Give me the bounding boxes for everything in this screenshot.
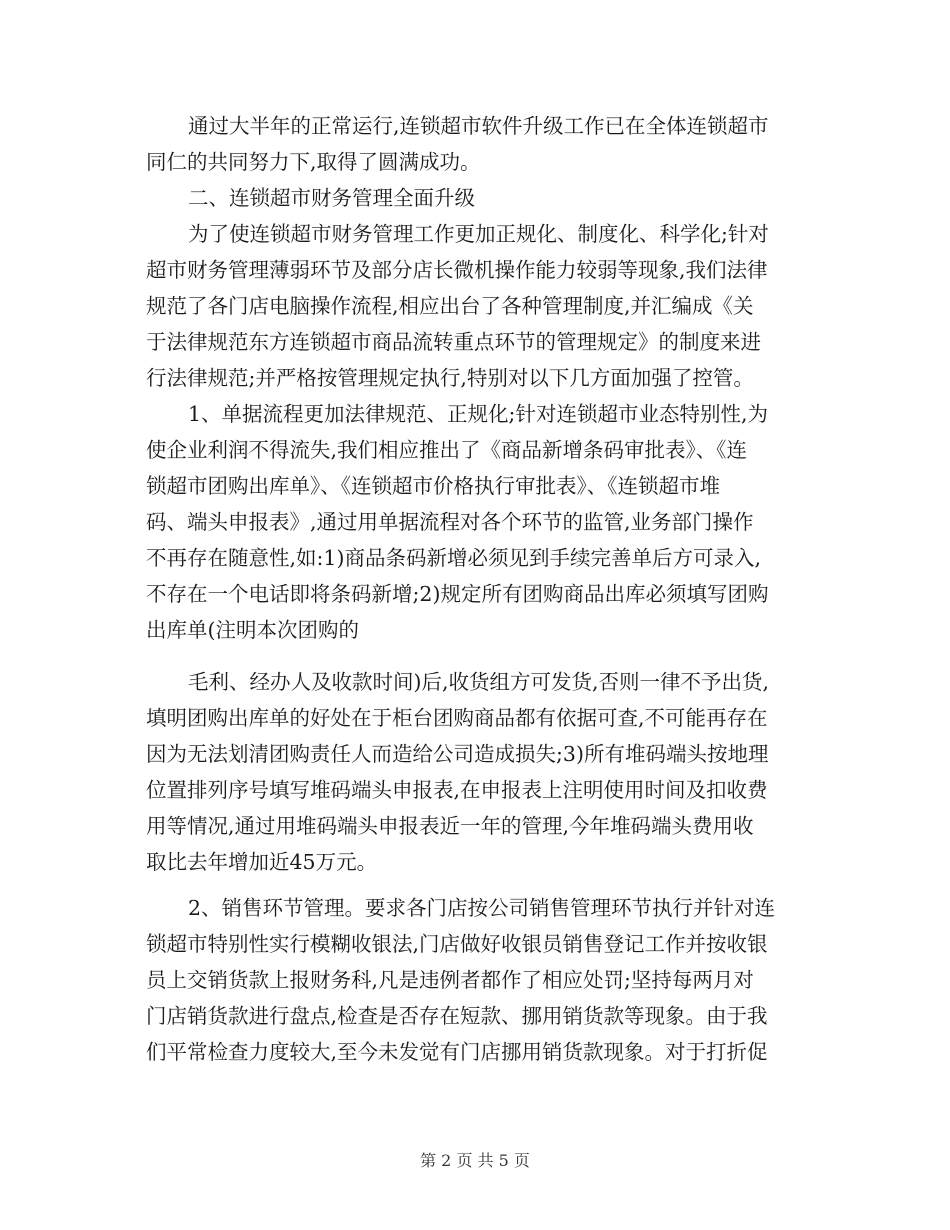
paragraph-line: 1、单据流程更加法律规范、正规化;针对连锁超市业态特别性,为	[188, 402, 768, 426]
paragraph-line: 位置排列序号填写堆码端头申报表,在申报表上注明使用时间及扣收费	[146, 778, 768, 802]
paragraph-line: 为了使连锁超市财务管理工作更加正规化、制度化、科学化;针对	[188, 222, 769, 246]
paragraph-line: 们平常检查力度较大,至今未发觉有门店挪用销货款现象。对于打折促	[146, 1040, 768, 1064]
page-number-footer: 第 2 页 共 5 页	[420, 1151, 530, 1170]
paragraph-line: 于法律规范东方连锁超市商品流转重点环节的管理规定》的制度来进	[146, 330, 761, 354]
paragraph-line: 规范了各门店电脑操作流程,相应出台了各种管理制度,并汇编成《关	[146, 294, 754, 318]
paragraph-line: 填明团购出库单的好处在于柜台团购商品都有依据可查,不可能再存在	[146, 706, 768, 730]
paragraph-line: 使企业利润不得流失,我们相应推出了《商品新增条码审批表》、《连	[146, 438, 748, 462]
paragraph-line: 用等情况,通过用堆码端头申报表近一年的管理,今年堆码端头费用收	[146, 814, 754, 838]
paragraph-line: 锁超市特别性实行模糊收银法,门店做好收银员销售登记工作并按收银	[146, 932, 768, 956]
paragraph-line: 超市财务管理薄弱环节及部分店长微机操作能力较弱等现象,我们法律	[146, 258, 768, 282]
paragraph-line: 出库单(注明本次团购的	[146, 618, 359, 642]
paragraph-line: 2、销售环节管理。要求各门店按公司销售管理环节执行并针对连	[188, 896, 776, 920]
paragraph-line: 行法律规范;并严格按管理规定执行,特别对以下几方面加强了控管。	[146, 366, 754, 390]
paragraph-line: 毛利、经办人及收款时间)后,收货组方可发货,否则一律不予出货,	[188, 670, 770, 694]
paragraph-line: 门店销货款进行盘点,检查是否存在短款、挪用销货款等现象。由于我	[146, 1004, 768, 1028]
paragraph-line: 员上交销货款上报财务科,凡是违例者都作了相应处罚;坚持每两月对	[146, 968, 754, 992]
paragraph-line: 不再存在随意性,如:1)商品条码新增必须见到手续完善单后方可录入,	[146, 546, 761, 570]
section-heading: 二、连锁超市财务管理全面升级	[188, 186, 475, 210]
paragraph-line: 取比去年增加近45万元。	[146, 850, 378, 874]
paragraph-line: 同仁的共同努力下,取得了圆满成功。	[146, 150, 481, 174]
paragraph-line: 码、端头申报表》,通过用单据流程对各个环节的监管,业务部门操作	[146, 510, 754, 534]
paragraph-line: 因为无法划清团购责任人而造给公司造成损失;3)所有堆码端头按地理	[146, 742, 769, 766]
paragraph-line: 不存在一个电话即将条码新增;2)规定所有团购商品出库必须填写团购	[146, 582, 769, 606]
paragraph-line: 通过大半年的正常运行,连锁超市软件升级工作已在全体连锁超市	[188, 114, 769, 138]
paragraph-line: 锁超市团购出库单》、《连锁超市价格执行审批表》、《连锁超市堆	[146, 474, 720, 498]
